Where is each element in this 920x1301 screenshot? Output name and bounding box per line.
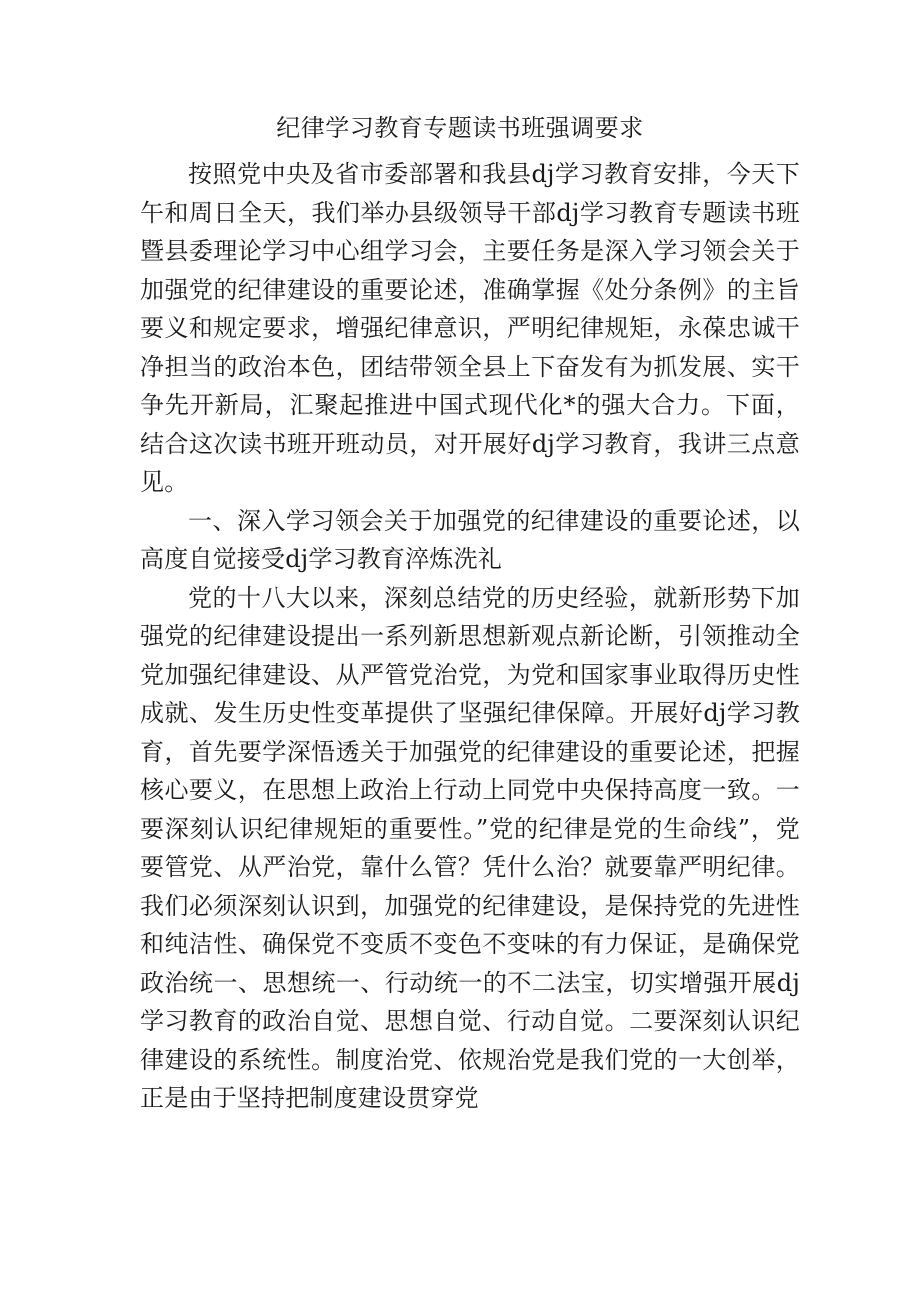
document-title: 纪律学习教育专题读书班强调要求 (276, 114, 644, 142)
document-body (140, 155, 800, 1118)
paragraph-intro: 按照党中央及省市委部署和我县dj学习教育安排，今天下午和周日全天，我们举办县级领导干部dj学习教育专题读书班暨县委理论学习中心组学习会，主要任务是深入学习领会关于加强党的纪律建设的重要论述，准确掌握《处分条例》的主旨要义和规定要求，增强纪律意识，严明纪律规矩，永葆忠诚干净担当的政治本色，团结带领全县上下奋发有为抓发展、实干争先开新局，汇聚起推进中国式现代化*的强大合力。下面，结合这次读书班开班动员，对开展好dj学习教育，我讲三点意见。 (140, 160, 800, 496)
section-heading-one: 一、深入学习领会关于加强党的纪律建设的重要论述，以高度自觉接受dj学习教育淬炼洗礼 (140, 506, 800, 573)
paragraph-section-one: 党的十八大以来，深刻总结党的历史经验，就新形势下加强党的纪律建设提出一系列新思想新观点新论断，引领推动全党加强纪律建设、从严管党治党，为党和国家事业取得历史性成就、发生历史性变革提供了坚强纪律保障。开展好dj学习教育，首先要学深悟透关于加强党的纪律建设的重要论述，把握核心要义，在思想上政治上行动上同党中央保持高度一致。一要深刻认识纪律规矩的重要性。”党的纪律是党的生命线”，党要管党、从严治党，靠什么管？凭什么治？就要靠严明纪律。我们必须深刻认识到，加强党的纪律建设，是保持党的先进性和纯洁性、确保党不变质不变色不变味的有力保证，是确保党政治统一、思想统一、行动统一的不二法宝，切实增强开展dj学习教育的政治自觉、思想自觉、行动自觉。二要深刻认识纪律建设的系统性。制度治党、依规治党是我们党的一大创举，正是由于坚持把制度建设贯穿党 (140, 583, 800, 1112)
